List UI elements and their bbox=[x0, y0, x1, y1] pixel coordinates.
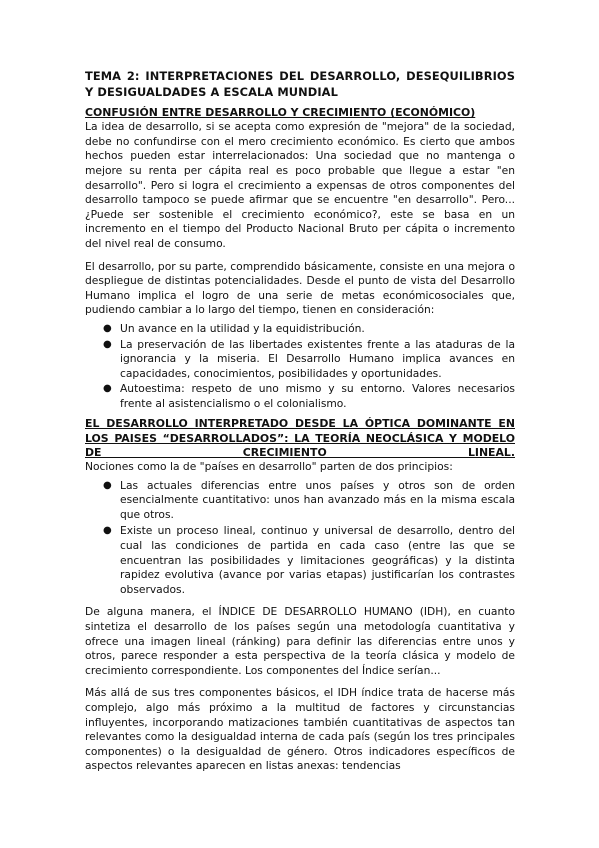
list-item bbox=[103, 321, 515, 337]
bullet-list bbox=[85, 322, 515, 412]
section-neoclassical bbox=[85, 417, 515, 773]
list-item-text: La preservación de las libertades existentes frente a las ataduras de la ignorancia y la miseria. El Desarrollo Humano implica avances en capacidades, conocimientos, posibilidades y oportunidades. bbox=[120, 337, 515, 380]
list-item bbox=[103, 382, 515, 411]
section-heading-confusion: CONFUSIÓN ENTRE DESARROLLO Y CRECIMIENTO (ECONÓMICO) bbox=[85, 106, 476, 119]
bullet-list bbox=[85, 479, 515, 598]
paragraph: El desarrollo, por su parte, comprendido básicamente, consiste en una mejora o despliegue de distintas potencialidades. Desde el punto de vista del Desarrollo Humano implica el logro de una serie de metas económicosociales que, pudiendo cambiar a lo largo del tiempo, tienen en consideración: bbox=[85, 259, 515, 317]
page-title: TEMA 2: INTERPRETACIONES DEL DESARROLLO, DESEQUILIBRIOS Y DESIGUALDADES A ESCALA MUNDIAL bbox=[85, 69, 515, 99]
list-item bbox=[103, 524, 515, 597]
bullet-icon: ● bbox=[103, 322, 112, 334]
paragraph: La idea de desarrollo, si se acepta como expresión de "mejora" de la sociedad, debe no confundirse con el mero crecimiento económico. Es cierto que ambos hechos pueden estar interrelacionados: Una sociedad que no mantenga o mejore su renta per cápita real es poco probable que llegue a estar "en desarrollo". Pero si logra el crecimiento a expensas de otros componentes del desarrollo tampoco se puede afirmar que se encuentre "en desarrollo". Pero... ¿Puede ser sostenible el crecimiento económico?, este se basa en un incremento en el tiempo del Producto Nacional Bruto per cápita o incremento del nivel real de consumo. bbox=[85, 120, 515, 250]
paragraph: De alguna manera, el ÍNDICE DE DESARROLLO HUMANO (IDH), en cuanto sintetiza el desarrollo de los países según una metodología cuantitativa y ofrece una imagen lineal (ránking) para definir las diferencias entre unos y otros, parece responder a esta perspectiva de la teoría clásica y modelo de crecimiento correspondiente. Los componentes del Índice serían... bbox=[85, 605, 515, 677]
list-item-text: Un avance en la utilidad y la equidistribución. bbox=[120, 321, 365, 335]
paragraph: Más allá de sus tres componentes básicos, el IDH índice trata de hacerse más complejo, algo más próximo a la multitud de factores y circunstancias influyentes, incorporando matizaciones también cuantitativas de aspectos tan relevantes como la desigualdad interna de cada país (según los tres principales componentes) o la desigualdad de género. Otros indicadores específicos de aspectos relevantes aparecen en listas anexas: tendencias bbox=[85, 686, 515, 773]
document-page bbox=[85, 69, 515, 774]
list-item bbox=[103, 478, 515, 523]
section-confusion bbox=[85, 106, 515, 411]
bullet-icon: ● bbox=[103, 338, 112, 350]
list-item-text: Las actuales diferencias entre unos países y otros son de orden esencialmente cuantitativo: unos han avanzado más en la misma escala que otros. bbox=[120, 478, 515, 521]
bullet-icon: ● bbox=[103, 525, 112, 537]
list-item-text: Existe un proceso lineal, continuo y universal de desarrollo, dentro del cual las condiciones de partida en cada caso (entre las que se encuentran las posibilidades y limitaciones geográficas) y la distinta rapidez evolutiva (avance por varias etapas) justificarían los contrastes observados. bbox=[120, 524, 515, 596]
bullet-icon: ● bbox=[103, 383, 112, 395]
bullet-icon: ● bbox=[103, 479, 112, 491]
list-item bbox=[103, 337, 515, 382]
paragraph: Nociones como la de "países en desarrollo" parten de dos principios: bbox=[85, 460, 453, 474]
section-heading-neoclassical: EL DESARROLLO INTERPRETADO DESDE LA ÓPTICA DOMINANTE EN LOS PAISES “DESARROLLADOS”: LA TEORÍA NEOCLÁSICA Y MODELO DE CRECIMIENTO LINEAL. bbox=[85, 417, 515, 459]
list-item-text: Autoestima: respeto de uno mismo y su entorno. Valores necesarios frente al asistencialismo o el colonialismo. bbox=[120, 382, 515, 410]
